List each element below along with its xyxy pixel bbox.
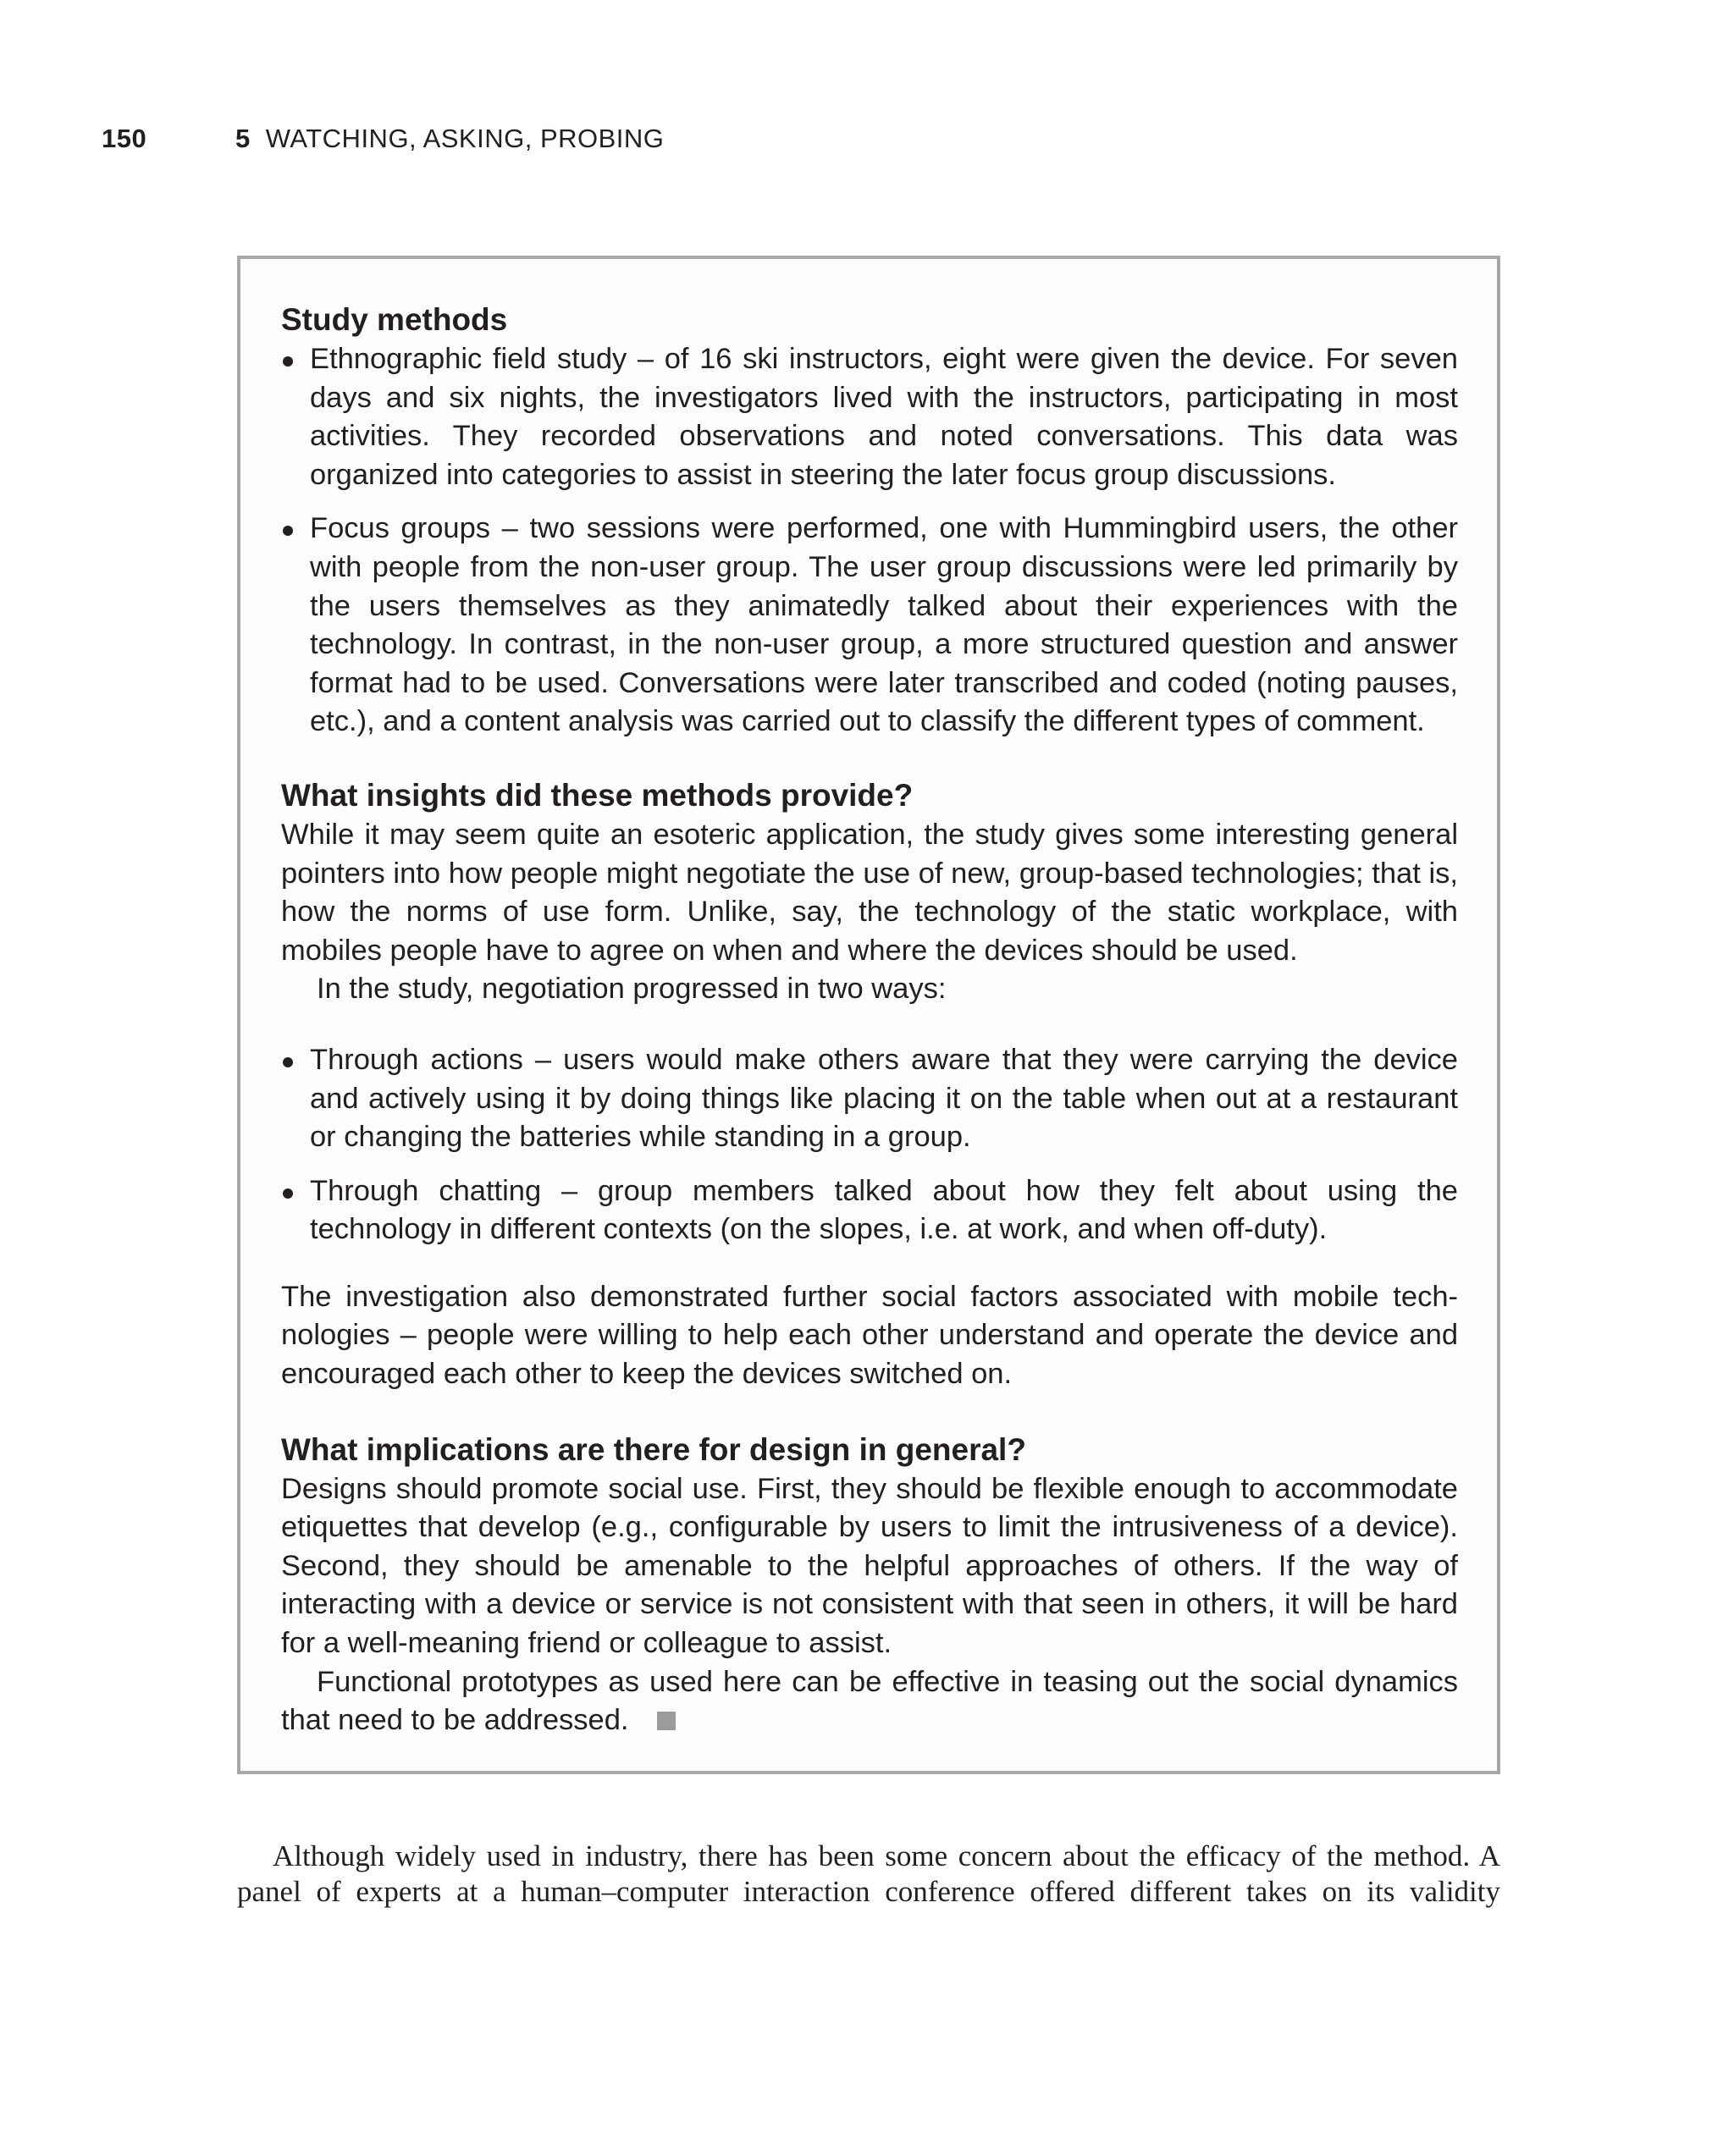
- chapter-title: WATCHING, ASKING, PROBING: [265, 124, 665, 153]
- list-item: Ethnographic field study – of 16 ski instructors, eight were given the device. For seven days and six nights, the investigators lived with the instructors, participating in most activities. They recorded observations and noted conversations. This data was organized into categories to assist in steering the later focus group discussions.: [281, 340, 1458, 494]
- chapter-number: 5: [235, 124, 251, 153]
- insights-heading: What insights did these methods provide?: [281, 777, 914, 813]
- study-methods-list: [281, 340, 1458, 742]
- list-item: Through actions – users would make others aware that they were carrying the device and actively using it by doing things like placing it on the table when out at a restaurant or changing the batteries while standing in a group.: [281, 1041, 1458, 1157]
- body-text: [237, 1839, 1500, 1910]
- list-item: Focus groups – two sessions were performed, one with Hummingbird users, the other with people from the non-user group. The user group discussions were led primarily by the users themselves as they animatedly talked about their experiences with the technology. In contrast, in the non-user group, a more structured question and answer format had to be used. Conversations were later transcribed and coded (noting pauses, etc.), and a content analysis was carried out to classify the different types of comment.: [281, 510, 1458, 742]
- list-item: Through chatting – group members talked about how they felt about using the technology in different contexts (on the slopes, i.e. at work, and when off-duty).: [281, 1172, 1458, 1249]
- implications-paragraph: [281, 1663, 1458, 1740]
- implications-paragraph-text: Functional prototypes as used here can be effective in teasing out the social dynamics that need to be addressed.: [281, 1665, 1458, 1737]
- insights-paragraph: While it may seem quite an esoteric application, the study gives some interesting general pointers into how people might negotiate the use of new, group-based technologies; that is, how the norms of use form. Unlike, say, the technology of the static workplace, with mobiles people have to agree on when and where the devices should be used.: [281, 818, 1458, 967]
- insights-paragraph: In the study, negotiation progressed in two ways:: [317, 973, 947, 1006]
- study-methods-heading: Study methods: [281, 302, 508, 337]
- implications-heading: What implications are there for design in general?: [281, 1431, 1026, 1467]
- running-head: [102, 124, 664, 154]
- negotiation-list: [281, 1041, 1458, 1249]
- body-paragraph: Although widely used in industry, there has been some concern about the efficacy of the method. A panel of experts at a human–computer interaction conference offered different takes on its validity: [237, 1839, 1500, 1908]
- insights-paragraph: The investigation also demonstrated further social factors associated with mobile tech-nologies – people were willing to help each other understand and operate the device and encouraged each other to keep the devices switched on.: [281, 1280, 1458, 1391]
- page-number: 150: [102, 124, 147, 153]
- end-of-box-marker: [657, 1712, 676, 1730]
- case-study-box: [237, 256, 1500, 1774]
- implications-paragraph: Designs should promote social use. First, they should be flexible enough to accommodate etiquettes that develop (e.g., configurable by users to limit the intrusiveness of a device). Second, they should be amenable to the helpful approaches of others. If the way of interacting with a device or service is not consistent with that seen in others, it will be hard for a well-meaning friend or colleague to assist.: [281, 1472, 1458, 1660]
